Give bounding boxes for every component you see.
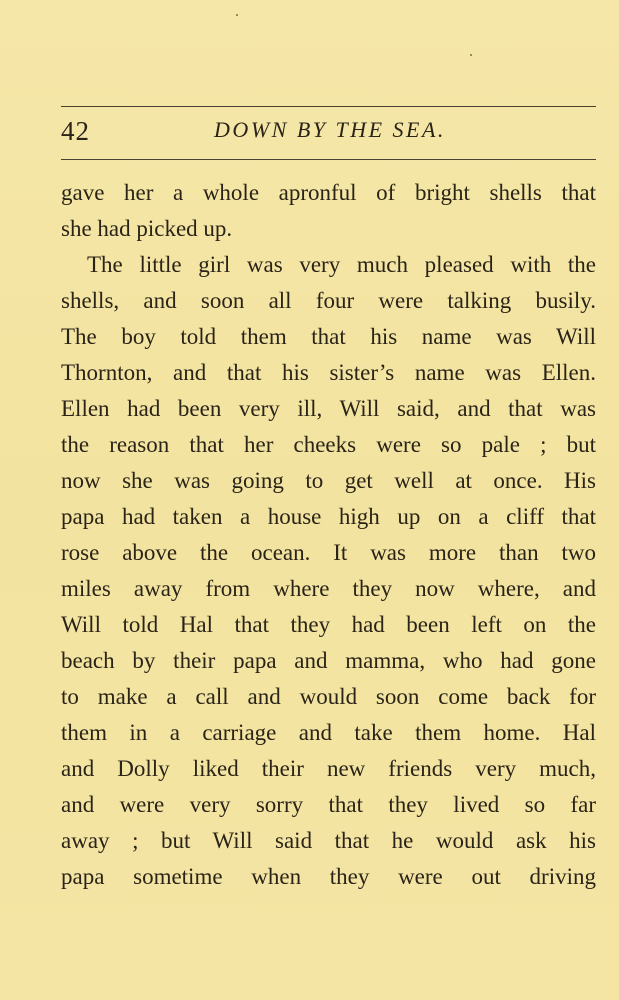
text-line: papa had taken a house high up on a cliff that <box>61 504 596 529</box>
text-line: rose above the ocean. It was more than two <box>61 540 596 565</box>
running-title: DOWN BY THE SEA. <box>214 117 446 142</box>
text-line: The little girl was very much pleased with the <box>87 252 596 277</box>
text-line: the reason that her cheeks were so pale ; but <box>61 432 596 457</box>
text-line: to make a call and would soon come back for <box>61 684 596 709</box>
body-text <box>61 175 596 895</box>
text-line: and were very sorry that they lived so far <box>61 792 596 817</box>
text-line: them in a carriage and take them home. Hal <box>61 720 596 745</box>
text-line: away ; but Will said that he would ask his <box>61 828 596 853</box>
text-line: Thornton, and that his sister’s name was Ellen. <box>61 360 596 385</box>
text-line: gave her a whole apronful of bright shells that <box>61 180 596 205</box>
header-rule-bottom <box>61 159 596 160</box>
text-line: The boy told them that his name was Will <box>61 324 596 349</box>
text-line: and Dolly liked their new friends very much, <box>61 756 596 781</box>
text-line: Will told Hal that they had been left on the <box>61 612 596 637</box>
text-line: beach by their papa and mamma, who had gone <box>61 648 596 673</box>
text-line: now she was going to get well at once. His <box>61 468 596 493</box>
text-line: papa sometime when they were out driving <box>61 864 596 889</box>
page-number: 42 <box>61 116 90 146</box>
text-line: she had picked up. <box>61 216 233 241</box>
text-line: miles away from where they now where, and <box>61 576 596 601</box>
paper-speck <box>470 54 472 56</box>
header-rule-top <box>61 106 596 107</box>
text-line: shells, and soon all four were talking busily. <box>61 288 596 313</box>
text-line: Ellen had been very ill, Will said, and that was <box>61 396 596 421</box>
paper-speck <box>236 14 238 16</box>
